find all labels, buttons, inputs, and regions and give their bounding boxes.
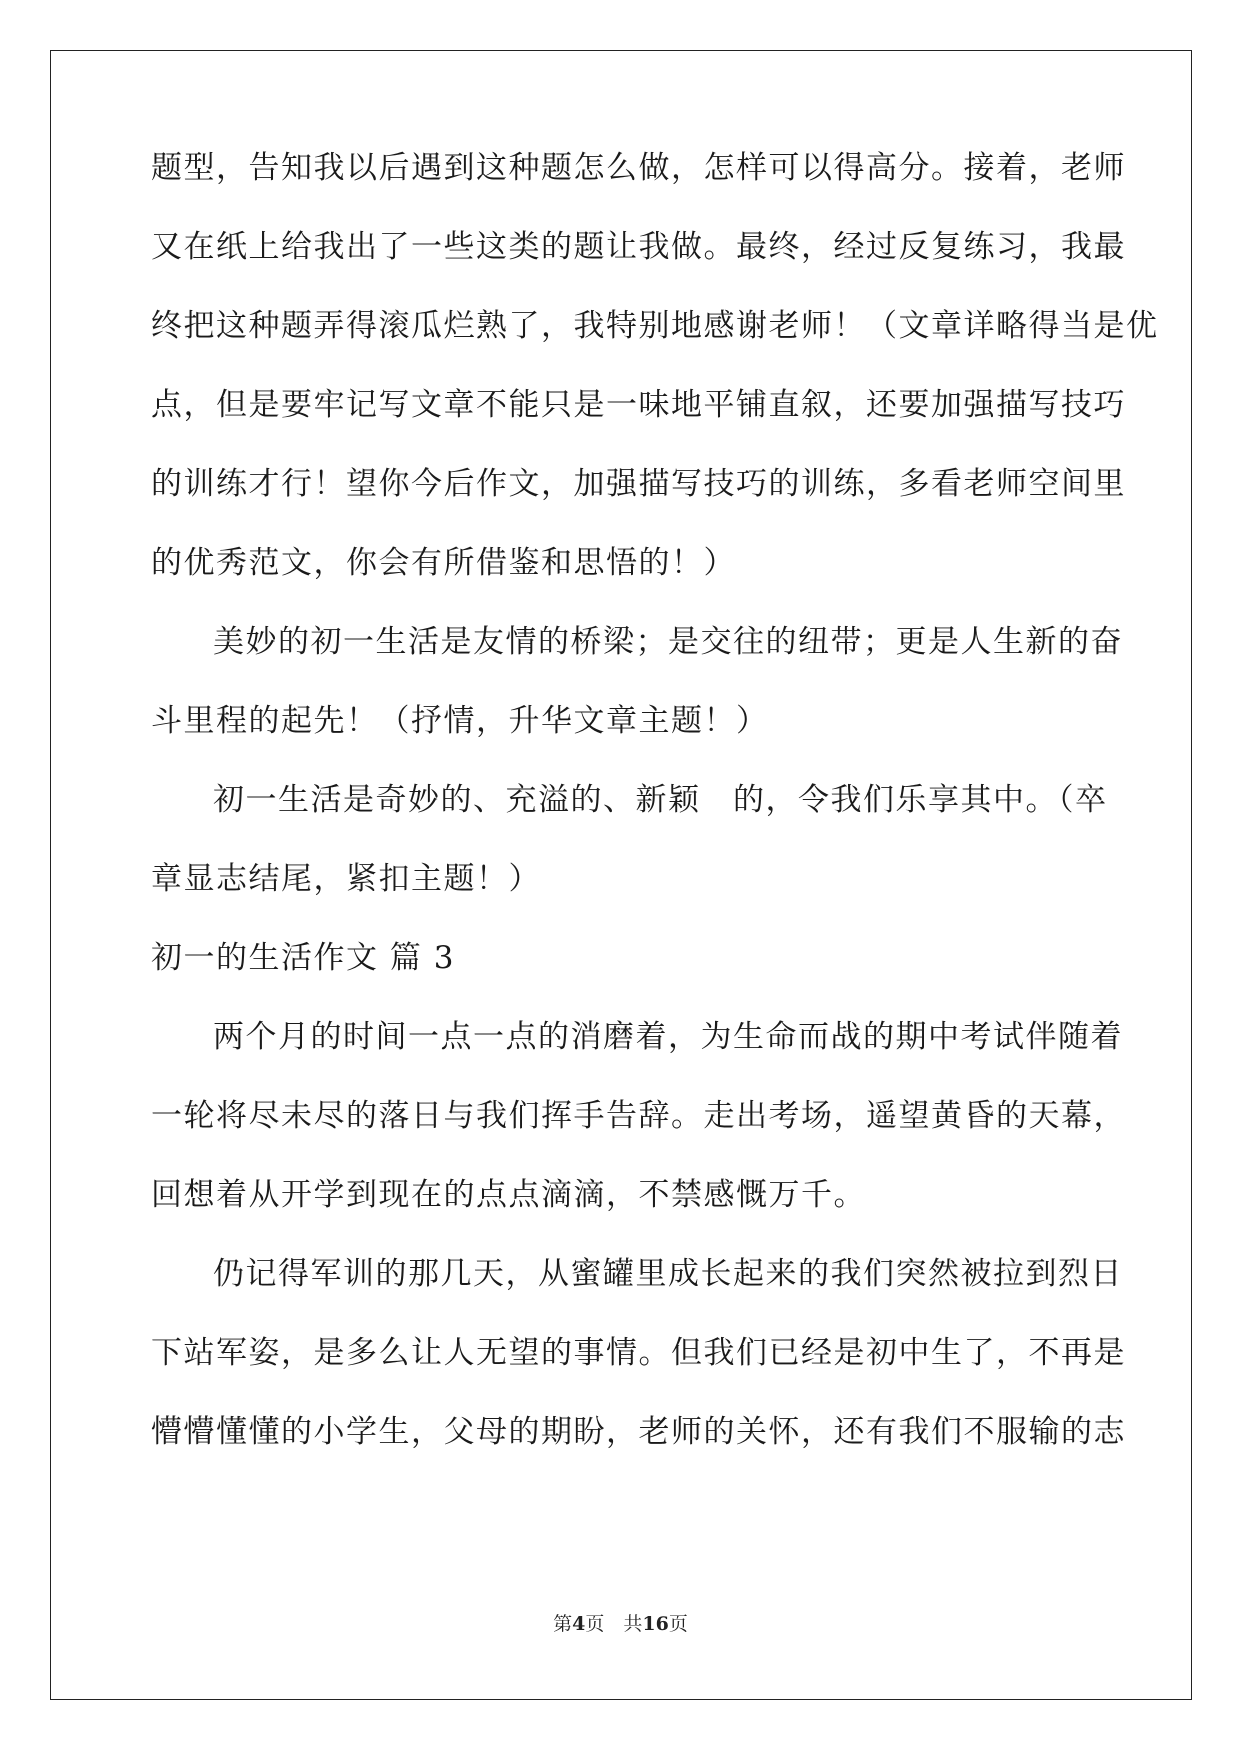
text-line: 下站军姿，是多么让人无望的事情。但我们已经是初中生了，不再是 xyxy=(151,1335,1126,1371)
section-heading: 初一的生活作文 篇 3 xyxy=(151,940,455,976)
page-prefix: 第 xyxy=(553,1613,573,1635)
paragraph-start-line: 美妙的初一生活是友情的桥梁；是交往的纽带；更是人生新的奋 xyxy=(213,624,1123,660)
page-number: 4 xyxy=(572,1613,586,1635)
text-line: 一轮将尽未尽的落日与我们挥手告辞。走出考场，遥望黄昏的天幕， xyxy=(151,1098,1126,1134)
text-line: 斗里程的起先！（抒情，升华文章主题！） xyxy=(151,703,769,739)
paragraph-start-line: 初一生活是奇妙的、充溢的、新颖 的，令我们乐享其中。（卒 xyxy=(213,782,1108,818)
total-pages: 16 xyxy=(642,1613,669,1635)
page-footer xyxy=(0,1612,1241,1636)
text-line: 又在纸上给我出了一些这类的题让我做。最终，经过反复练习，我最 xyxy=(151,229,1126,265)
text-line: 的优秀范文，你会有所借鉴和思悟的！） xyxy=(151,545,736,581)
text-line: 回想着从开学到现在的点点滴滴，不禁感慨万千。 xyxy=(151,1177,866,1213)
text-line: 懵懵懂懂的小学生，父母的期盼，老师的关怀，还有我们不服输的志 xyxy=(151,1414,1126,1450)
text-line: 章显志结尾，紧扣主题！） xyxy=(151,861,541,897)
page-middle: 页 共 xyxy=(585,1613,643,1635)
text-line: 题型，告知我以后遇到这种题怎么做，怎样可以得高分。接着，老师 xyxy=(151,150,1126,186)
paragraph-start-line: 仍记得军训的那几天，从蜜罐里成长起来的我们突然被拉到烈日 xyxy=(213,1256,1123,1292)
text-line: 点，但是要牢记写文章不能只是一味地平铺直叙，还要加强描写技巧 xyxy=(151,387,1126,423)
text-line: 的训练才行！望你今后作文，加强描写技巧的训练，多看老师空间里 xyxy=(151,466,1126,502)
paragraph-start-line: 两个月的时间一点一点的消磨着，为生命而战的期中考试伴随着 xyxy=(213,1019,1123,1055)
page-suffix: 页 xyxy=(668,1613,688,1635)
text-line: 终把这种题弄得滚瓜烂熟了，我特别地感谢老师！（文章详略得当是优 xyxy=(151,308,1159,344)
